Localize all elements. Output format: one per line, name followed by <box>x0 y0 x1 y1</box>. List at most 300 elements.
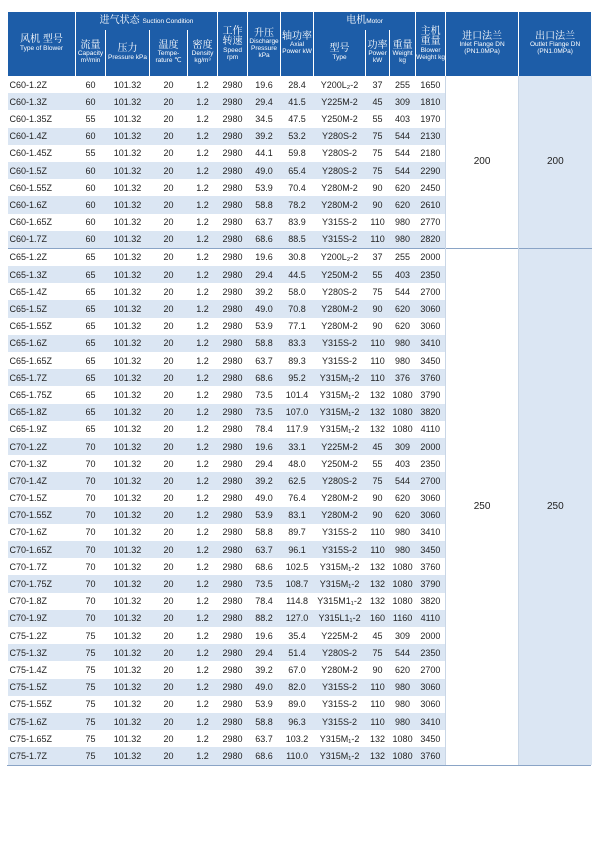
motor-type-cell: Y315M₁-2 <box>314 421 366 438</box>
discharge-cell: 68.6 <box>248 231 281 249</box>
capacity-cell: 70 <box>76 455 106 472</box>
header-capacity-en: Capacity m³/min <box>77 50 104 65</box>
model-cell: C75-1.7Z <box>8 747 76 764</box>
motor-power-cell: 37 <box>366 248 390 266</box>
axial-power-cell: 89.7 <box>281 524 314 541</box>
motor-weight-cell: 620 <box>390 300 416 317</box>
blower-weight-cell: 2000 <box>416 438 446 455</box>
pressure-cell: 101.32 <box>106 404 150 421</box>
speed-cell: 2980 <box>218 644 248 661</box>
header-bweight-cn: 主机 重量 <box>420 25 441 48</box>
motor-power-cell: 160 <box>366 610 390 627</box>
model-cell: C75-1.2Z <box>8 627 76 644</box>
motor-type-cell: Y280M-2 <box>314 507 366 524</box>
pressure-cell: 101.32 <box>106 128 150 145</box>
speed-cell: 2980 <box>218 541 248 558</box>
pressure-cell: 101.32 <box>106 179 150 196</box>
temperature-cell: 20 <box>150 248 188 266</box>
header-motor-type <box>314 30 366 76</box>
blower-weight-cell: 3450 <box>416 730 446 747</box>
capacity-cell: 60 <box>76 179 106 196</box>
capacity-cell: 75 <box>76 747 106 764</box>
motor-power-cell: 55 <box>366 110 390 127</box>
blower-weight-cell: 2290 <box>416 162 446 179</box>
blower-weight-cell: 3060 <box>416 300 446 317</box>
discharge-cell: 53.9 <box>248 318 281 335</box>
speed-cell: 2980 <box>218 610 248 627</box>
discharge-cell: 34.5 <box>248 110 281 127</box>
capacity-cell: 75 <box>76 679 106 696</box>
blower-weight-cell: 2350 <box>416 266 446 283</box>
axial-power-cell: 108.7 <box>281 575 314 592</box>
model-cell: C60-1.45Z <box>8 145 76 162</box>
axial-power-cell: 77.1 <box>281 318 314 335</box>
model-cell: C70-1.8Z <box>8 593 76 610</box>
discharge-cell: 19.6 <box>248 438 281 455</box>
axial-power-cell: 96.1 <box>281 541 314 558</box>
model-cell: C60-1.55Z <box>8 179 76 196</box>
temperature-cell: 20 <box>150 610 188 627</box>
speed-cell: 2980 <box>218 335 248 352</box>
model-cell: C75-1.55Z <box>8 696 76 713</box>
pressure-cell: 101.32 <box>106 644 150 661</box>
header-mtype-cn: 型号 <box>329 43 350 55</box>
outlet-flange-cell: 200 <box>519 76 592 248</box>
axial-power-cell: 82.0 <box>281 679 314 696</box>
speed-cell: 2980 <box>218 266 248 283</box>
discharge-cell: 63.7 <box>248 214 281 231</box>
density-cell: 1.2 <box>188 747 218 764</box>
model-cell: C60-1.6Z <box>8 196 76 213</box>
capacity-cell: 65 <box>76 335 106 352</box>
blower-weight-cell: 2700 <box>416 472 446 489</box>
motor-weight-cell: 1080 <box>390 421 416 438</box>
model-cell: C60-1.3Z <box>8 93 76 110</box>
blower-weight-cell: 2700 <box>416 283 446 300</box>
model-cell: C65-1.3Z <box>8 266 76 283</box>
motor-weight-cell: 403 <box>390 110 416 127</box>
blower-weight-cell: 2180 <box>416 145 446 162</box>
model-cell: C60-1.4Z <box>8 128 76 145</box>
density-cell: 1.2 <box>188 679 218 696</box>
density-cell: 1.2 <box>188 386 218 403</box>
model-cell: C65-1.9Z <box>8 421 76 438</box>
axial-power-cell: 83.9 <box>281 214 314 231</box>
pressure-cell: 101.32 <box>106 196 150 213</box>
motor-weight-cell: 1080 <box>390 593 416 610</box>
pressure-cell: 101.32 <box>106 335 150 352</box>
blower-weight-cell: 1970 <box>416 110 446 127</box>
density-cell: 1.2 <box>188 248 218 266</box>
temperature-cell: 20 <box>150 76 188 93</box>
discharge-cell: 63.7 <box>248 730 281 747</box>
motor-weight-cell: 544 <box>390 145 416 162</box>
density-cell: 1.2 <box>188 541 218 558</box>
speed-cell: 2980 <box>218 558 248 575</box>
motor-weight-cell: 1080 <box>390 404 416 421</box>
axial-power-cell: 44.5 <box>281 266 314 283</box>
motor-weight-cell: 620 <box>390 318 416 335</box>
capacity-cell: 55 <box>76 110 106 127</box>
motor-weight-cell: 544 <box>390 283 416 300</box>
pressure-cell: 101.32 <box>106 661 150 678</box>
model-cell: C65-1.75Z <box>8 386 76 403</box>
density-cell: 1.2 <box>188 627 218 644</box>
density-cell: 1.2 <box>188 196 218 213</box>
axial-power-cell: 101.4 <box>281 386 314 403</box>
speed-cell: 2980 <box>218 472 248 489</box>
capacity-cell: 65 <box>76 248 106 266</box>
speed-cell: 2980 <box>218 231 248 249</box>
header-motor-weight <box>390 30 416 76</box>
motor-power-cell: 132 <box>366 421 390 438</box>
speed-cell: 2980 <box>218 128 248 145</box>
header-temp-en: Tempe- rature ℃ <box>155 50 182 65</box>
blower-weight-cell: 2000 <box>416 248 446 266</box>
capacity-cell: 60 <box>76 93 106 110</box>
motor-power-cell: 45 <box>366 627 390 644</box>
temperature-cell: 20 <box>150 747 188 764</box>
discharge-cell: 63.7 <box>248 541 281 558</box>
capacity-cell: 60 <box>76 162 106 179</box>
axial-power-cell: 78.2 <box>281 196 314 213</box>
table-header <box>8 12 592 76</box>
motor-type-cell: Y280S-2 <box>314 472 366 489</box>
density-cell: 1.2 <box>188 593 218 610</box>
speed-cell: 2980 <box>218 179 248 196</box>
speed-cell: 2980 <box>218 747 248 764</box>
motor-power-cell: 55 <box>366 455 390 472</box>
model-cell: C60-1.2Z <box>8 76 76 93</box>
model-cell: C65-1.8Z <box>8 404 76 421</box>
speed-cell: 2980 <box>218 627 248 644</box>
blower-weight-cell: 3760 <box>416 747 446 764</box>
blower-weight-cell: 3760 <box>416 558 446 575</box>
temperature-cell: 20 <box>150 335 188 352</box>
capacity-cell: 65 <box>76 318 106 335</box>
motor-type-cell: Y315M₁-2 <box>314 730 366 747</box>
pressure-cell: 101.32 <box>106 438 150 455</box>
motor-type-cell: Y280M-2 <box>314 179 366 196</box>
speed-cell: 2980 <box>218 352 248 369</box>
blower-spec-table <box>7 12 592 765</box>
motor-weight-cell: 255 <box>390 248 416 266</box>
temperature-cell: 20 <box>150 318 188 335</box>
capacity-cell: 75 <box>76 713 106 730</box>
motor-power-cell: 110 <box>366 541 390 558</box>
table-row <box>8 76 592 93</box>
temperature-cell: 20 <box>150 283 188 300</box>
density-cell: 1.2 <box>188 644 218 661</box>
density-cell: 1.2 <box>188 179 218 196</box>
model-cell: C75-1.5Z <box>8 679 76 696</box>
motor-type-cell: Y315S-2 <box>314 352 366 369</box>
motor-weight-cell: 980 <box>390 541 416 558</box>
capacity-cell: 75 <box>76 661 106 678</box>
temperature-cell: 20 <box>150 507 188 524</box>
pressure-cell: 101.32 <box>106 266 150 283</box>
speed-cell: 2980 <box>218 490 248 507</box>
discharge-cell: 73.5 <box>248 404 281 421</box>
temperature-cell: 20 <box>150 679 188 696</box>
header-pressure <box>106 30 150 76</box>
motor-power-cell: 132 <box>366 730 390 747</box>
discharge-cell: 39.2 <box>248 472 281 489</box>
inlet-flange-cell: 250 <box>446 248 519 764</box>
blower-weight-cell: 3060 <box>416 318 446 335</box>
model-cell: C60-1.35Z <box>8 110 76 127</box>
motor-power-cell: 110 <box>366 231 390 249</box>
motor-type-cell: Y280M-2 <box>314 490 366 507</box>
header-motor-en: Motor <box>366 17 383 25</box>
pressure-cell: 101.32 <box>106 231 150 249</box>
header-outlet-en: Outlet Flange DN (PN1.0MPa) <box>529 41 581 56</box>
capacity-cell: 75 <box>76 644 106 661</box>
blower-weight-cell: 2610 <box>416 196 446 213</box>
header-axial <box>281 12 314 76</box>
motor-weight-cell: 1080 <box>390 558 416 575</box>
header-outlet-flange <box>519 12 592 76</box>
motor-type-cell: Y280S-2 <box>314 162 366 179</box>
capacity-cell: 70 <box>76 575 106 592</box>
capacity-cell: 65 <box>76 352 106 369</box>
temperature-cell: 20 <box>150 162 188 179</box>
motor-type-cell: Y280M-2 <box>314 661 366 678</box>
density-cell: 1.2 <box>188 128 218 145</box>
motor-power-cell: 45 <box>366 438 390 455</box>
motor-type-cell: Y315M₁-2 <box>314 369 366 386</box>
capacity-cell: 75 <box>76 627 106 644</box>
model-cell: C75-1.6Z <box>8 713 76 730</box>
axial-power-cell: 95.2 <box>281 369 314 386</box>
blower-weight-cell: 2820 <box>416 231 446 249</box>
capacity-cell: 60 <box>76 231 106 249</box>
pressure-cell: 101.32 <box>106 593 150 610</box>
speed-cell: 2980 <box>218 438 248 455</box>
axial-power-cell: 59.8 <box>281 145 314 162</box>
pressure-cell: 101.32 <box>106 472 150 489</box>
motor-power-cell: 90 <box>366 300 390 317</box>
density-cell: 1.2 <box>188 214 218 231</box>
temperature-cell: 20 <box>150 386 188 403</box>
temperature-cell: 20 <box>150 455 188 472</box>
pressure-cell: 101.32 <box>106 696 150 713</box>
header-capacity <box>76 30 106 76</box>
motor-weight-cell: 1080 <box>390 747 416 764</box>
temperature-cell: 20 <box>150 145 188 162</box>
blower-weight-cell: 1810 <box>416 93 446 110</box>
motor-power-cell: 132 <box>366 593 390 610</box>
model-cell: C70-1.75Z <box>8 575 76 592</box>
motor-type-cell: Y315M₁-2 <box>314 575 366 592</box>
speed-cell: 2980 <box>218 369 248 386</box>
pressure-cell: 101.32 <box>106 713 150 730</box>
motor-type-cell: Y200L₂-2 <box>314 76 366 93</box>
density-cell: 1.2 <box>188 490 218 507</box>
motor-weight-cell: 980 <box>390 696 416 713</box>
capacity-cell: 65 <box>76 266 106 283</box>
motor-weight-cell: 403 <box>390 455 416 472</box>
capacity-cell: 70 <box>76 507 106 524</box>
motor-weight-cell: 309 <box>390 627 416 644</box>
density-cell: 1.2 <box>188 266 218 283</box>
discharge-cell: 29.4 <box>248 93 281 110</box>
speed-cell: 2980 <box>218 713 248 730</box>
temperature-cell: 20 <box>150 128 188 145</box>
motor-type-cell: Y315S-2 <box>314 214 366 231</box>
axial-power-cell: 35.4 <box>281 627 314 644</box>
speed-cell: 2980 <box>218 300 248 317</box>
model-cell: C65-1.7Z <box>8 369 76 386</box>
header-mweight-en: Weight kg <box>392 50 413 65</box>
motor-power-cell: 110 <box>366 214 390 231</box>
table-body <box>8 76 592 765</box>
motor-power-cell: 90 <box>366 196 390 213</box>
discharge-cell: 29.4 <box>248 644 281 661</box>
header-discharge-en: Discharge Pressure kPa <box>249 38 279 59</box>
axial-power-cell: 65.4 <box>281 162 314 179</box>
blower-weight-cell: 1650 <box>416 76 446 93</box>
discharge-cell: 29.4 <box>248 266 281 283</box>
header-motor-group <box>314 12 416 30</box>
pressure-cell: 101.32 <box>106 747 150 764</box>
capacity-cell: 60 <box>76 196 106 213</box>
temperature-cell: 20 <box>150 300 188 317</box>
blower-weight-cell: 2450 <box>416 179 446 196</box>
axial-power-cell: 103.2 <box>281 730 314 747</box>
axial-power-cell: 67.0 <box>281 661 314 678</box>
speed-cell: 2980 <box>218 575 248 592</box>
motor-power-cell: 75 <box>366 283 390 300</box>
density-cell: 1.2 <box>188 76 218 93</box>
temperature-cell: 20 <box>150 490 188 507</box>
speed-cell: 2980 <box>218 507 248 524</box>
motor-power-cell: 110 <box>366 524 390 541</box>
speed-cell: 2980 <box>218 145 248 162</box>
header-temperature <box>150 30 188 76</box>
axial-power-cell: 48.0 <box>281 455 314 472</box>
capacity-cell: 65 <box>76 300 106 317</box>
temperature-cell: 20 <box>150 93 188 110</box>
discharge-cell: 58.8 <box>248 335 281 352</box>
header-mweight-cn: 重量 <box>392 39 413 51</box>
motor-weight-cell: 620 <box>390 661 416 678</box>
header-mpower-cn: 功率 <box>367 39 388 51</box>
pressure-cell: 101.32 <box>106 214 150 231</box>
blower-weight-cell: 3410 <box>416 713 446 730</box>
discharge-cell: 53.9 <box>248 507 281 524</box>
motor-power-cell: 90 <box>366 661 390 678</box>
model-cell: C65-1.55Z <box>8 318 76 335</box>
header-blower-weight <box>416 12 446 76</box>
motor-type-cell: Y280S-2 <box>314 283 366 300</box>
density-cell: 1.2 <box>188 110 218 127</box>
capacity-cell: 75 <box>76 730 106 747</box>
motor-weight-cell: 980 <box>390 679 416 696</box>
model-cell: C75-1.3Z <box>8 644 76 661</box>
discharge-cell: 19.6 <box>248 248 281 266</box>
capacity-cell: 70 <box>76 490 106 507</box>
axial-power-cell: 110.0 <box>281 747 314 764</box>
header-inlet-flange <box>446 12 519 76</box>
header-axial-en: Axial Power kW <box>282 41 312 56</box>
pressure-cell: 101.32 <box>106 318 150 335</box>
motor-power-cell: 110 <box>366 696 390 713</box>
motor-type-cell: Y225M-2 <box>314 438 366 455</box>
motor-power-cell: 75 <box>366 145 390 162</box>
blower-weight-cell: 3760 <box>416 369 446 386</box>
temperature-cell: 20 <box>150 472 188 489</box>
capacity-cell: 65 <box>76 386 106 403</box>
discharge-cell: 44.1 <box>248 145 281 162</box>
discharge-cell: 68.6 <box>248 747 281 764</box>
temperature-cell: 20 <box>150 541 188 558</box>
motor-weight-cell: 980 <box>390 713 416 730</box>
header-inlet-cn: 进口法兰 <box>462 30 503 42</box>
blower-weight-cell: 2350 <box>416 644 446 661</box>
motor-weight-cell: 1080 <box>390 730 416 747</box>
discharge-cell: 68.6 <box>248 558 281 575</box>
model-cell: C60-1.7Z <box>8 231 76 249</box>
density-cell: 1.2 <box>188 696 218 713</box>
discharge-cell: 78.4 <box>248 593 281 610</box>
axial-power-cell: 117.9 <box>281 421 314 438</box>
motor-type-cell: Y250M-2 <box>314 110 366 127</box>
speed-cell: 2980 <box>218 76 248 93</box>
header-model-en: Type of Blower <box>20 44 63 52</box>
density-cell: 1.2 <box>188 507 218 524</box>
header-outlet-cn: 出口法兰 <box>535 30 576 42</box>
blower-weight-cell: 3450 <box>416 541 446 558</box>
pressure-cell: 101.32 <box>106 93 150 110</box>
motor-type-cell: Y315L1₁-2 <box>314 610 366 627</box>
pressure-cell: 101.32 <box>106 300 150 317</box>
motor-weight-cell: 620 <box>390 490 416 507</box>
speed-cell: 2980 <box>218 283 248 300</box>
model-cell: C70-1.5Z <box>8 490 76 507</box>
speed-cell: 2980 <box>218 196 248 213</box>
motor-power-cell: 110 <box>366 679 390 696</box>
density-cell: 1.2 <box>188 421 218 438</box>
axial-power-cell: 89.0 <box>281 696 314 713</box>
discharge-cell: 63.7 <box>248 352 281 369</box>
density-cell: 1.2 <box>188 300 218 317</box>
motor-power-cell: 110 <box>366 713 390 730</box>
capacity-cell: 55 <box>76 145 106 162</box>
header-capacity-cn: 流量 <box>80 39 101 51</box>
speed-cell: 2980 <box>218 386 248 403</box>
density-cell: 1.2 <box>188 575 218 592</box>
motor-type-cell: Y280S-2 <box>314 145 366 162</box>
temperature-cell: 20 <box>150 644 188 661</box>
density-cell: 1.2 <box>188 438 218 455</box>
motor-power-cell: 75 <box>366 644 390 661</box>
discharge-cell: 49.0 <box>248 162 281 179</box>
pressure-cell: 101.32 <box>106 679 150 696</box>
temperature-cell: 20 <box>150 196 188 213</box>
motor-type-cell: Y280S-2 <box>314 128 366 145</box>
header-mpower-en: Power kW <box>368 50 387 65</box>
header-temp-cn: 温度 <box>158 39 179 51</box>
header-density-en: Density kg/m³ <box>191 50 214 65</box>
speed-cell: 2980 <box>218 162 248 179</box>
temperature-cell: 20 <box>150 627 188 644</box>
temperature-cell: 20 <box>150 421 188 438</box>
motor-weight-cell: 309 <box>390 438 416 455</box>
motor-weight-cell: 544 <box>390 128 416 145</box>
speed-cell: 2980 <box>218 730 248 747</box>
axial-power-cell: 53.2 <box>281 128 314 145</box>
